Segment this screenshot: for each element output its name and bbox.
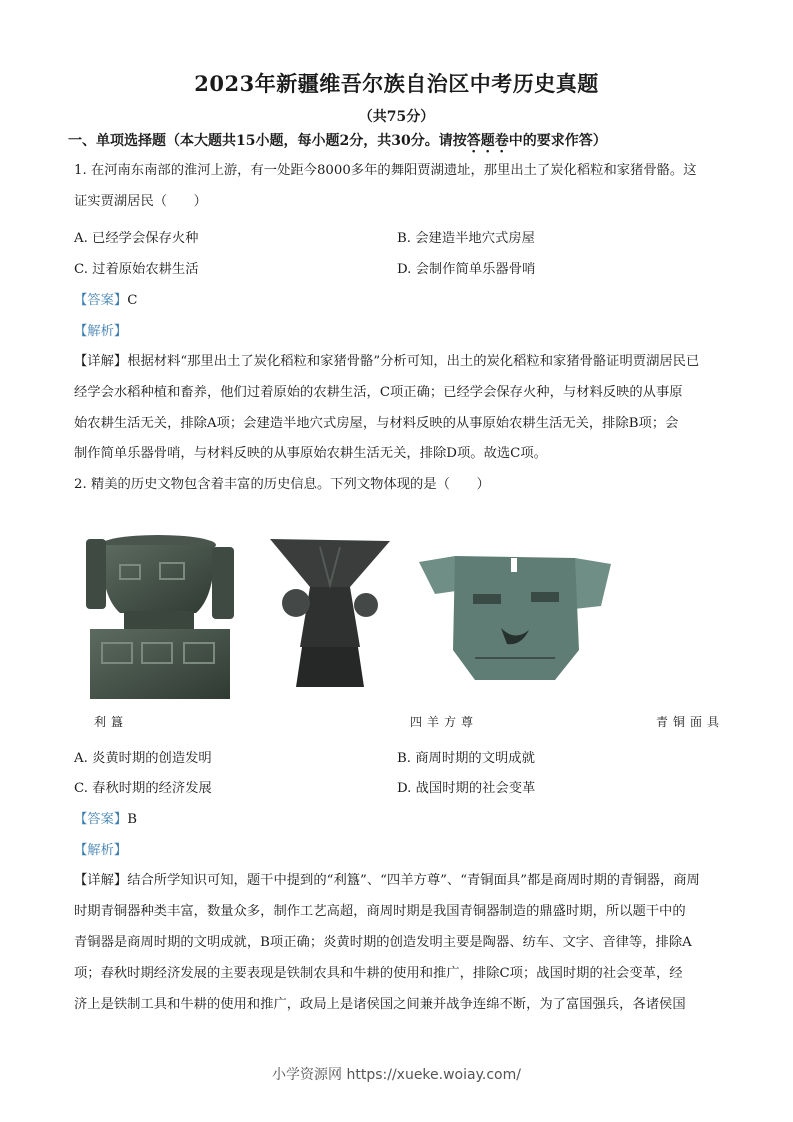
emphasis-char: 题 — [480, 133, 495, 149]
q2-detail-line — [74, 871, 734, 891]
page-title: 2023年新疆维吾尔族自治区中考历史真题 — [194, 71, 599, 96]
q2-option-a: A. 炎黄时期的创造发明 — [74, 751, 212, 766]
detail-text: 结合所学知识可知，题干中提到的“利簋”、“四羊方尊”、“青铜面具”都是商周时期的青铜器，商周 — [127, 873, 700, 888]
section-suffix: 中的要求作答） — [508, 133, 607, 149]
q2-option-d: D. 战国时期的社会变革 — [397, 781, 536, 796]
total-score: （共75分） — [358, 109, 435, 125]
emphasis-char: 答 — [466, 133, 481, 149]
q2-analysis-label: 【解析】 — [74, 843, 128, 858]
q1-detail-line: 始农耕生活无关，排除A项；会建造半地穴式房屋，与材料反映的从事原始农耕生活无关，排除B项；会 — [74, 416, 679, 431]
detail-text: 根据材料“那里出土了炭化稻粒和家猪骨骼”分析可知，出土的炭化稻粒和家猪骨骼证明贾湖居民已 — [127, 354, 700, 369]
q2-detail-line: 时期青铜器种类丰富，数量众多，制作工艺高超，商周时期是我国青铜器制造的鼎盛时期，所以题干中的 — [74, 904, 686, 919]
q1-stem-line: 证实贾湖居民（ ） — [74, 194, 207, 209]
section-prefix: 一、单项选择题（本大题共15小题，每小题2分，共30分。请按 — [68, 133, 467, 149]
q2-detail-line: 项；春秋时期经济发展的主要表现是铁制农具和牛耕的使用和推广，排除C项；战国时期的社会变革，经 — [74, 966, 683, 981]
answer-value: B — [127, 812, 137, 827]
q1-detail-line: 制作简单乐器骨哨，与材料反映的从事原始农耕生活无关，排除D项。故选C项。 — [74, 446, 547, 461]
li-gui-image — [80, 525, 240, 700]
q1-detail-line — [74, 352, 734, 372]
q1-analysis-label: 【解析】 — [74, 324, 128, 339]
q2-detail-line: 青铜器是商周时期的文明成就，B项正确；炎黄时期的创造发明主要是陶器、纺车、文字、音律等，排除A — [74, 935, 692, 950]
answer-label: 【答案】 — [74, 293, 128, 308]
answer-value: C — [127, 293, 138, 308]
q1-option-d: D. 会制作简单乐器骨哨 — [397, 262, 536, 277]
q2-detail-line: 济上是铁制工具和牛耕的使用和推广，政局上是诸侯国之间兼并战争连绵不断，为了富国强兵，各诸侯国 — [74, 997, 686, 1012]
artifact-figure — [70, 515, 730, 729]
q2-option-c: C. 春秋时期的经济发展 — [74, 781, 212, 796]
caption-four-ram-zun: 四羊方尊 — [410, 715, 479, 729]
q1-answer — [74, 289, 137, 308]
emphasis-char: 卷 — [494, 133, 509, 149]
answer-label: 【答案】 — [74, 812, 128, 827]
bronze-mask-image — [415, 550, 615, 690]
q2-option-b: B. 商周时期的文明成就 — [397, 751, 535, 766]
footer-watermark: 小学资源网 https://xueke.woiay.com/ — [272, 1067, 521, 1083]
q2-stem-line: 2. 精美的历史文物包含着丰富的历史信息。下列文物体现的是（ ） — [74, 477, 490, 492]
q1-option-b: B. 会建造半地穴式房屋 — [397, 231, 535, 246]
four-ram-zun-image — [260, 527, 400, 687]
detail-label: 【详解】 — [74, 354, 128, 369]
q2-answer — [74, 808, 137, 827]
detail-label: 【详解】 — [74, 873, 128, 888]
caption-li-gui: 利簋 — [94, 715, 129, 729]
caption-bronze-mask: 青铜面具 — [656, 715, 725, 729]
q1-stem-line: 1. 在河南东南部的淮河上游，有一处距今8000多年的舞阳贾湖遗址，那里出土了炭化稻粒和家猪骨骼。这 — [74, 163, 697, 178]
q1-detail-line: 经学会水稻种植和畜养，他们过着原始的农耕生活，C项正确；已经学会保存火种，与材料反映的从事原 — [74, 385, 683, 400]
q1-option-c: C. 过着原始农耕生活 — [74, 262, 199, 277]
section-heading — [68, 130, 748, 150]
q1-option-a: A. 已经学会保存火种 — [74, 231, 199, 246]
